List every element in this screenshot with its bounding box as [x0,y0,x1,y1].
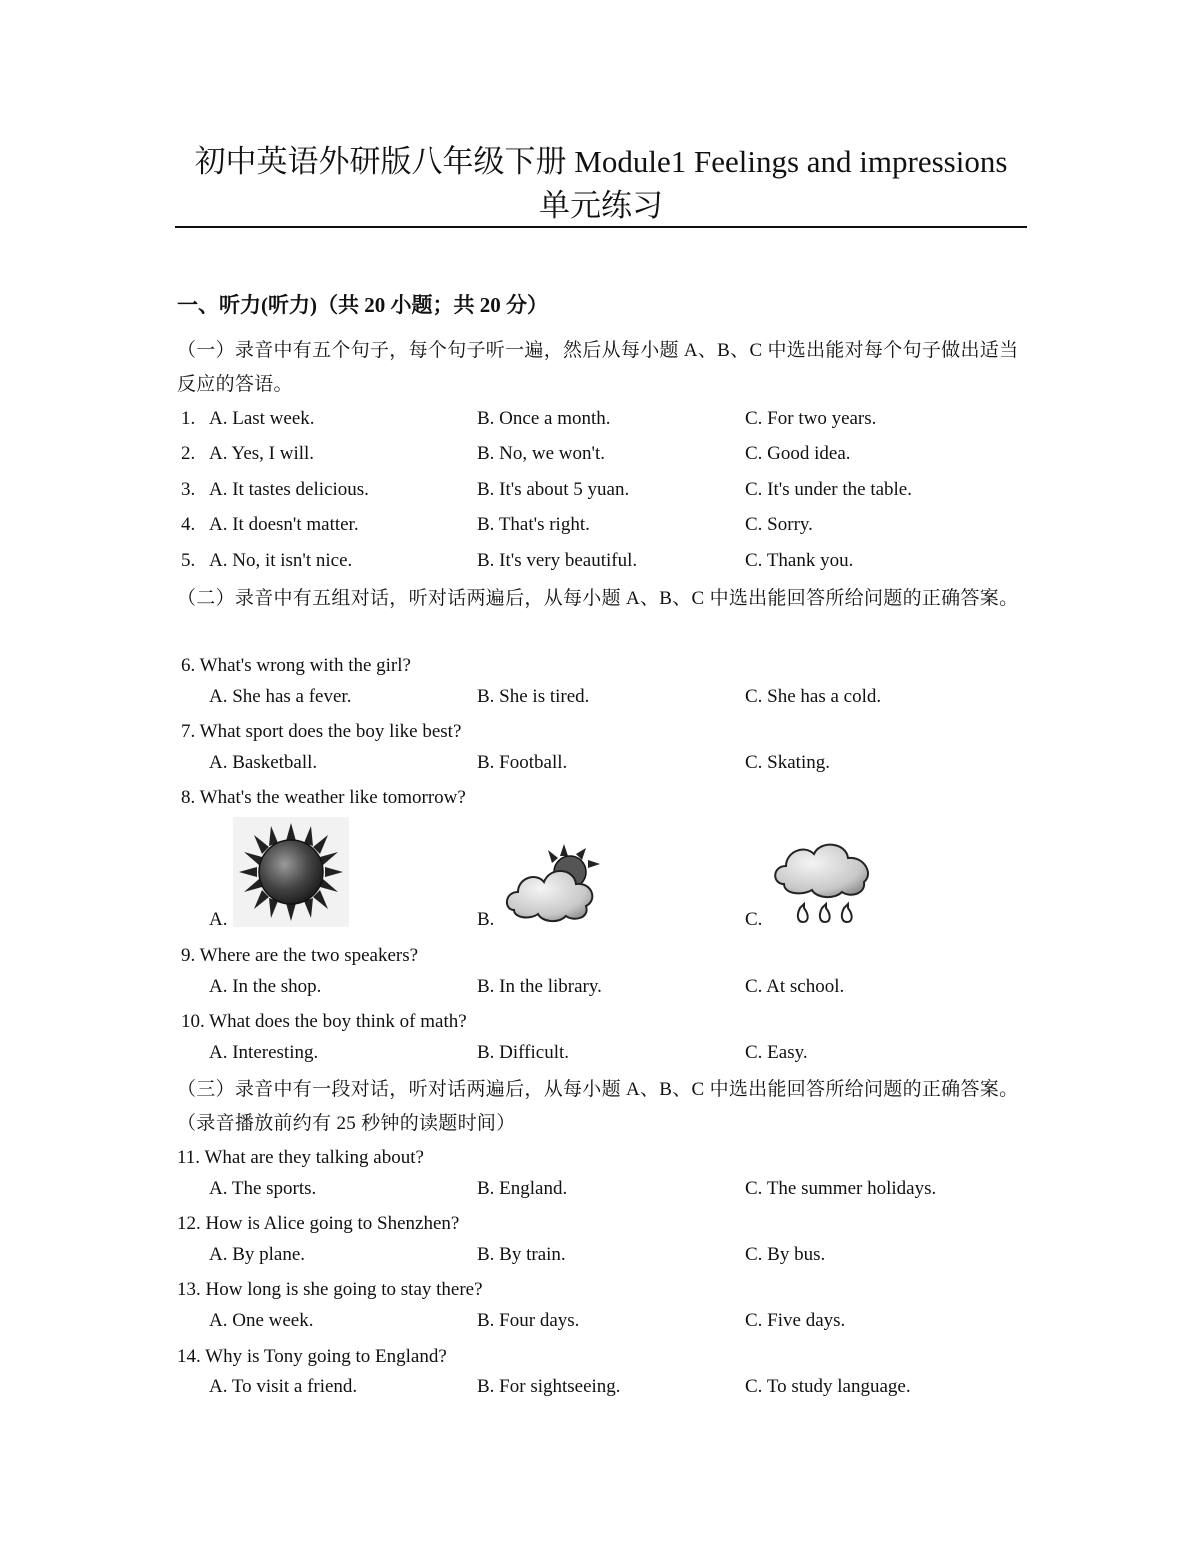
question-number: 2. [181,443,196,464]
option-b: B. Difficult. [477,1042,570,1063]
option-a: A. One week. [209,1310,314,1331]
option-c: C. Good idea. [745,443,851,464]
option-c: C. Skating. [745,752,830,773]
option-c: C. Five days. [745,1310,846,1331]
option-c: C. By bus. [745,1244,826,1265]
title-divider [175,226,1027,228]
option-b: B. No, we won't. [477,443,605,464]
question-number: 5. [181,550,196,571]
option-b: B. Football. [477,752,568,773]
title-line-1: 初中英语外研版八年级下册 Module1 Feelings and impressions [194,144,1008,179]
option-c: C. The summer holidays. [745,1178,937,1199]
option-b: B. [477,909,495,930]
question-row [0,544,1200,578]
document-title [175,140,1027,228]
option-c: C. At school. [745,976,845,997]
question-stem: 12. How is Alice going to Shenzhen? [177,1213,460,1234]
option-c: C. Sorry. [745,514,813,535]
part2-instructions: （二）录音中有五组对话，听对话两遍后，从每小题 A、B、C 中选出能回答所给问题的正确答案。 [177,588,1019,609]
option-a: A. No, it isn't nice. [209,550,353,571]
option-c: C. To study language. [745,1376,911,1397]
question-row [0,437,1200,471]
question-stem: 11. What are they talking about? [177,1147,424,1168]
option-c: C. For two years. [745,408,877,429]
option-a: A. It doesn't matter. [209,514,359,535]
question-number: 3. [181,479,196,500]
option-b: B. It's very beautiful. [477,550,638,571]
part3-instructions: （三）录音中有一段对话，听对话两遍后，从每小题 A、B、C 中选出能回答所给问题的正确答案。（录音播放前约有 25 秒钟的读题时间） [177,1079,1019,1134]
sun-icon [233,817,349,927]
options-row [0,1370,1200,1404]
question-stem: 14. Why is Tony going to England? [177,1346,447,1367]
question-stem: 8. What's the weather like tomorrow? [181,787,466,808]
option-a: A. She has a fever. [209,686,352,707]
option-c: C. Easy. [745,1042,808,1063]
option-a: A. Basketball. [209,752,318,773]
part1-instructions: （一）录音中有五个句子，每个句子听一遍，然后从每小题 A、B、C 中选出能对每个句子做出适当反应的答语。 [177,340,1019,395]
option-b: B. England. [477,1178,568,1199]
options-row [0,680,1200,714]
option-a: A. [209,909,228,930]
question-row [0,473,1200,507]
options-row [0,1036,1200,1070]
partly-cloudy-icon [502,838,608,928]
question-stem: 10. What does the boy think of math? [181,1011,467,1032]
question-stem: 7. What sport does the boy like best? [181,721,462,742]
option-a: A. Interesting. [209,1042,319,1063]
option-a: A. Last week. [209,408,315,429]
section-heading-listening: 一、听力(听力)（共 20 小题；共 20 分） [177,293,548,317]
option-c: C. [745,909,763,930]
option-b: B. That's right. [477,514,590,535]
option-b: B. By train. [477,1244,566,1265]
title-line-2: 单元练习 [539,188,663,223]
option-c: C. Thank you. [745,550,854,571]
question-row [0,508,1200,542]
option-c: C. It's under the table. [745,479,912,500]
question-stem: 6. What's wrong with the girl? [181,655,411,676]
option-b: B. Once a month. [477,408,611,429]
option-b: B. Four days. [477,1310,580,1331]
question-number: 1. [181,408,196,429]
option-b: B. For sightseeing. [477,1376,621,1397]
question-stem: 9. Where are the two speakers? [181,945,419,966]
option-b: B. She is tired. [477,686,590,707]
option-b: B. It's about 5 yuan. [477,479,630,500]
options-row [0,1172,1200,1206]
option-a: A. It tastes delicious. [209,479,369,500]
option-a: A. To visit a friend. [209,1376,358,1397]
option-a: A. Yes, I will. [209,443,315,464]
question-number: 4. [181,514,196,535]
option-c: C. She has a cold. [745,686,882,707]
question-stem: 13. How long is she going to stay there? [177,1279,483,1300]
option-a: A. By plane. [209,1244,306,1265]
option-a: A. In the shop. [209,976,322,997]
options-row [0,970,1200,1004]
option-b: B. In the library. [477,976,602,997]
question-row [0,402,1200,436]
option-a: A. The sports. [209,1178,317,1199]
options-row [0,746,1200,780]
rain-cloud-icon [770,836,880,928]
options-row [0,1304,1200,1338]
options-row [0,1238,1200,1272]
